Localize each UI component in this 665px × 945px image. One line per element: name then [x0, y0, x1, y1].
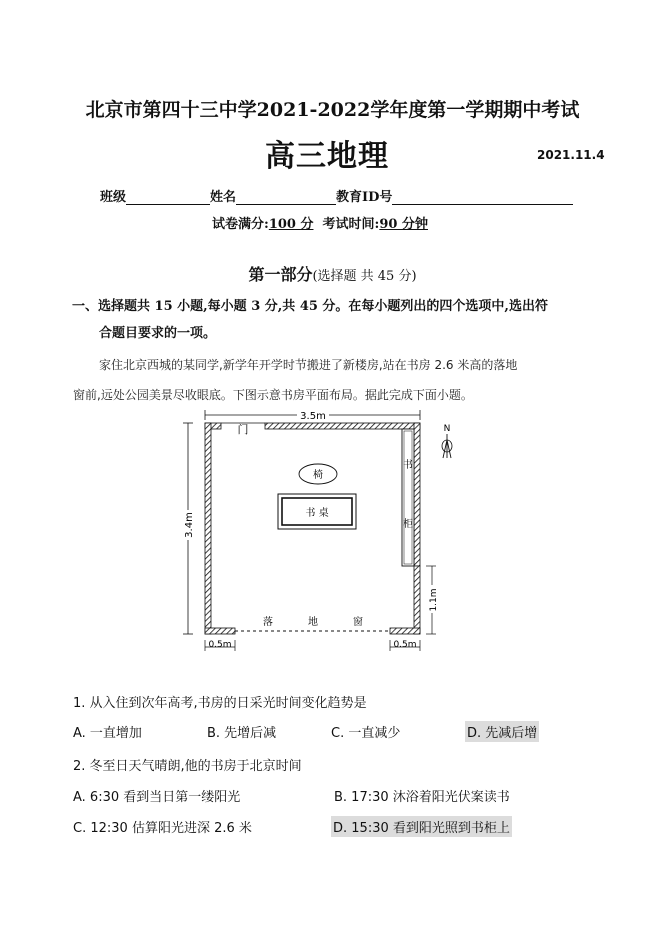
section-instruction-1: 一、选择题共 15 小题,每小题 3 分,共 45 分。在每小题列出的四个选项中,选出符 [72, 299, 548, 314]
right-wall-upper [414, 423, 420, 566]
passage-line-1: 家住北京西城的某同学,新学年开学时节搬进了新楼房,站在书房 2.6 米高的落地 [99, 358, 518, 372]
exam-meta [212, 213, 428, 232]
passage-line-2: 窗前,远处公园美景尽收眼底。下图示意书房平面布局。据此完成下面小题。 [73, 388, 473, 402]
id-blank [392, 192, 573, 205]
question-2-stem: 2. 冬至日天气晴朗,他的书房于北京时间 [73, 759, 302, 774]
bookshelf-char-1: 书 [403, 460, 413, 471]
section-instruction-2: 合题目要求的一项。 [99, 326, 217, 341]
window-char-2: 地 [308, 617, 318, 628]
name-label: 姓名 [210, 190, 237, 205]
part-heading [0, 262, 665, 285]
q2-option-d: D. 15:30 看到阳光照到书柜上 [331, 816, 512, 837]
score-value: 100 分 [268, 217, 314, 232]
q2-option-a: A. 6:30 看到当日第一缕阳光 [73, 790, 241, 805]
id-label: 教育ID号 [336, 190, 393, 205]
q2-option-b: B. 17:30 沐浴着阳光伏案读书 [334, 790, 510, 805]
dim-right-label: 0.5m [393, 640, 417, 650]
window-char-1: 落 [263, 617, 273, 628]
north-arrow-icon [442, 434, 452, 458]
class-blank [126, 192, 210, 205]
exam-title: 北京市第四十三中学2021-2022学年度第一学期期中考试 [85, 99, 580, 121]
bookshelf-char-2: 柜 [403, 519, 413, 530]
q1-option-a: A. 一直增加 [73, 726, 142, 741]
width-label: 3.5m [300, 411, 326, 422]
time-label: 考试时间: [322, 217, 380, 232]
q1-option-c: C. 一直减少 [331, 726, 401, 741]
top-wall-right [265, 423, 420, 429]
class-label: 班级 [100, 190, 127, 205]
q2-option-c: C. 12:30 估算阳光进深 2.6 米 [73, 821, 252, 836]
right-wall-lower [414, 566, 420, 634]
window-char-3: 窗 [353, 617, 363, 628]
part-title: 第一部分 [248, 265, 313, 284]
question-1-stem: 1. 从入住到次年高考,书房的日采光时间变化趋势是 [73, 696, 367, 711]
left-wall [205, 423, 211, 634]
q1-option-d: D. 先减后增 [465, 721, 539, 742]
subject-title: 高三地理 [265, 139, 389, 174]
north-label: N [443, 424, 451, 434]
student-info-row [100, 186, 573, 205]
bottom-wall-left [205, 628, 235, 634]
exam-date: 2021.11.4 [537, 148, 605, 162]
q1-option-b: B. 先增后减 [207, 726, 277, 741]
floor-plan-figure [180, 405, 470, 655]
bottom-wall-right [390, 628, 420, 634]
height-label: 3.4m [184, 512, 195, 538]
score-label: 试卷满分: [212, 217, 269, 232]
dim-side-label: 1.1m [429, 588, 439, 612]
name-blank [236, 192, 336, 205]
door-label: 门 [237, 423, 249, 436]
chair-label: 椅 [313, 470, 323, 481]
dim-left-label: 0.5m [208, 640, 232, 650]
time-value: 90 分钟 [379, 217, 428, 232]
part-subtitle: (选择题 共 45 分) [312, 269, 417, 284]
desk-label: 书 桌 [305, 508, 329, 519]
